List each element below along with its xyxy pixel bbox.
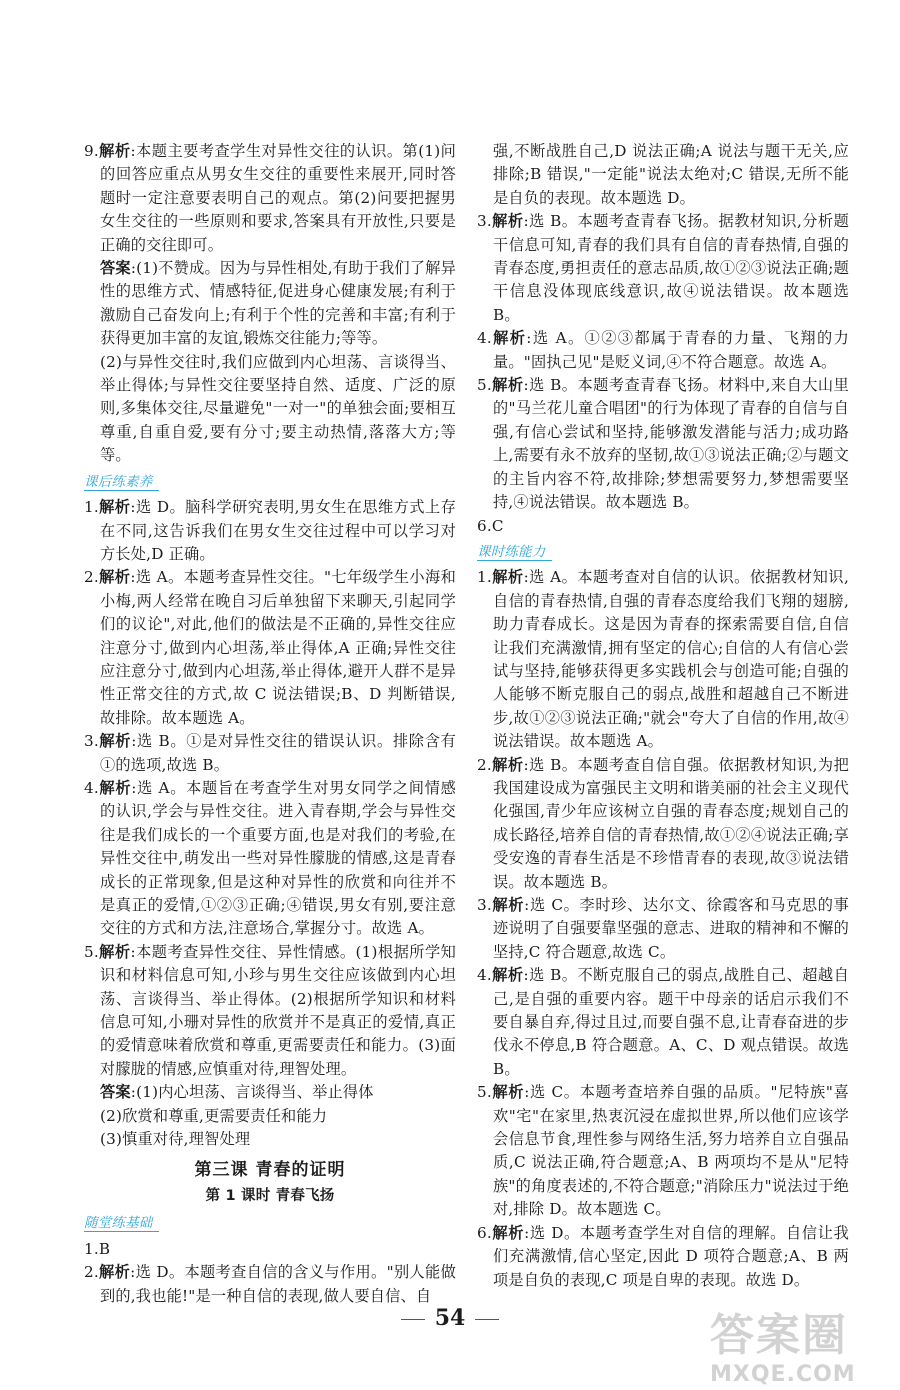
in-class-item-2-continued: 强,不断战胜自己,D 说法正确;A 说法与题干无关,应排除;B 错误,"一定能"说法太绝对;C 错误,无所不能是自负的表现。故本题选 D。 [493, 142, 849, 207]
lesson-practice-item-1: 1.解析:选 A。本题考查对自信的认识。依据教材知识,自信的青春热情,自强的青春态度给我们飞翔的翅膀,助力青春成长。这是因为青春的探索需要自信,自信让我们充满激情,拥有坚定的信心;自信的人有信心尝试与坚持,能够获得更多实践机会与创造可能;自强的人能够不断克服自己的弱点,战胜和超越自己不断进步,故①②③说法正确;"就会"夸大了自信的作用,故④说法错误。故本题选 A。 [477, 568, 849, 751]
in-class-item-6: 6.C [477, 516, 504, 535]
in-class-item-2: 2.解析:选 D。本题考查自信的含义与作用。"别人能做到的,我也能!"是一种自信的表现,做人要自信、自 [84, 1263, 456, 1305]
page-number-dash-right [475, 1319, 499, 1320]
page-number: 54 [0, 1305, 900, 1331]
section-heading-in-class: 随堂练基础 [84, 1212, 456, 1235]
question-9-answer-1: 答案:(1)不赞成。因为与异性相处,有助于我们了解异性的思维方式、情感特征,促进身心健康发展;有利于激励自己奋发向上;有利于个性的完善和丰富;有利于获得更加丰富的友谊,锻炼交往能力;等等。 [100, 259, 456, 348]
watermark-logo: 答案圈 [710, 1310, 848, 1361]
watermark-url: MXQE.COM [710, 1362, 856, 1387]
item-5-answer-1: 答案:(1)内心坦荡、言谈得当、举止得体 [100, 1083, 374, 1102]
section-heading-lesson-practice: 课时练能力 [477, 541, 849, 564]
after-class-item-1: 1.解析:选 D。脑科学研究表明,男女生在思维方式上存在不同,这告诉我们在男女生交往过程中可以学习对方长处,D 正确。 [84, 498, 456, 563]
question-9-answer-2: (2)与异性交往时,我们应做到内心坦荡、言谈得当、举止得体;与异性交往要坚持自然、适度、广泛的原则,多集体交往,尽量避免"一对一"的单独会面;要相互尊重,自重自爱,要有分寸;要主动热情,落落大方;等等。 [100, 352, 456, 465]
watermark [710, 1312, 890, 1390]
after-class-item-3: 3.解析:选 B。①是对异性交往的错误认识。排除含有①的选项,故选 B。 [84, 732, 456, 774]
left-column [84, 140, 456, 1308]
in-class-item-4: 4.解析:选 A。①②③都属于青春的力量、飞翔的力量。"固执己见"是贬义词,④不符合题意。故选 A。 [477, 329, 849, 371]
right-column [477, 140, 849, 1292]
lesson-subtitle: 第 1 课时 青春飞扬 [205, 1187, 335, 1204]
lesson-practice-item-6: 6.解析:选 D。本题考查学生对自信的理解。自信让我们充满激情,信心坚定,因此 D 项符合题意;A、B 两项是自负的表现,C 项是自卑的表现。故选 D。 [477, 1223, 849, 1289]
lesson-title: 第三课 青春的证明 [194, 1160, 346, 1181]
in-class-item-5: 5.解析:选 B。本题考查青春飞扬。材料中,来自大山里的"马兰花儿童合唱团"的行为体现了青春的自信与自强,有信心尝试和坚持,能够激发潜能与活力;成功路上,需要有永不放弃的坚韧,故①③说法正确;②与题文的主旨内容不符,故排除;梦想需要努力,梦想需要坚持,④说法错误。故本题选 B。 [477, 376, 849, 512]
after-class-item-4: 4.解析:选 A。本题旨在考查学生对男女同学之间情感的认识,学会与异性交往。进入青春期,学会与异性交往是我们成长的一个重要方面,也是对我们的考验,在异性交往中,萌发出一些对异性朦胧的情感,这是青春成长的正常现象,但是这种对异性的欣赏和向往并不是真正的爱情,①②③正确;④错误,男女有别,要注意交往的方式和方法,注意场合,掌握分寸。故选 A。 [84, 778, 457, 938]
question-9: 9.解析:本题主要考查学生对异性交往的认识。第(1)问的回答应重点从男女生交往的重要性来展开,同时答题时一定注意要表明自己的观点。第(2)问要把握男女生交往的一些原则和要求,答案具有开放性,只要是正确的交往即可。 [84, 142, 457, 254]
item-5-answer-2: (2)欣赏和尊重,更需要责任和能力 [100, 1106, 328, 1125]
section-heading-after-class: 课后练素养 [84, 471, 456, 494]
in-class-item-1: 1.B [84, 1239, 111, 1258]
page-number-dash-left [401, 1319, 425, 1320]
after-class-item-5: 5.解析:本题考查异性交往、异性情感。(1)根据所学知识和材料信息可知,小珍与男生交往应该做到内心坦荡、言谈得当、举止得体。(2)根据所学知识和材料信息可知,小珊对异性的欣赏并不是真正的爱情,真正的爱情意味着欣赏和尊重,更需要责任和能力。(3)面对朦胧的情感,应慎重对待,理智处理。 [84, 942, 457, 1078]
lesson-practice-item-3: 3.解析:选 C。李时珍、达尔文、徐霞客和马克思的事迹说明了自强要靠坚强的意志、进取的精神和不懈的坚持,C 符合题意,故选 C。 [477, 896, 849, 961]
lesson-practice-item-5: 5.解析:选 C。本题考查培养自强的品质。"尼特族"喜欢"宅"在家里,热衷沉浸在虚拟世界,所以他们应该学会信息节食,理性参与网络生活,努力培养自立自强品质,C 说法正确,符合题意;A、B 两项均不是从"尼特族"的角度表述的,不符合题意;"消除压力"说法过于绝对,排除 D。故本题选 C。 [477, 1083, 849, 1219]
lesson-practice-item-4: 4.解析:选 B。不断克服自己的弱点,战胜自己、超越自己,是自强的重要内容。题干中母亲的话启示我们不要自暴自弃,得过且过,而要自强不息,让青春奋进的步伐永不停息,B 符合题意。A、C、D 观点错误。故选 B。 [477, 966, 849, 1078]
lesson-practice-item-2: 2.解析:选 B。本题考查自信自强。依据教材知识,为把我国建设成为富强民主文明和谐美丽的社会主义现代化强国,青少年应该树立自强的青春态度;规划自己的成长路径,培养自信的青春热情,故①②④说法正确;享受安逸的青春生活是不珍惜青春的表现,故③说法错误。故本题选 B。 [477, 755, 849, 891]
after-class-item-2: 2.解析:选 A。本题考查异性交往。"七年级学生小海和小梅,两人经常在晚自习后单独留下来聊天,引起同学们的议论",对此,他们的做法是不正确的,异性交往应注意分寸,做到内心坦荡,举止得体,A 正确;异性交往应注意分寸,做到内心坦荡,举止得体,避开人群不是异性正常交往的方式,故 C 说法错误;B、D 判断错误,故排除。故本题选 A。 [84, 568, 457, 727]
item-5-answer-3: (3)慎重对待,理智处理 [100, 1130, 251, 1149]
in-class-item-3: 3.解析:选 B。本题考查青春飞扬。据教材知识,分析题干信息可知,青春的我们具有自信的青春热情,自强的青春态度,勇担责任的意志品质,故①②③说法正确;题干信息没体现底线意识,故④说法错误。故本题选 B。 [477, 212, 849, 324]
